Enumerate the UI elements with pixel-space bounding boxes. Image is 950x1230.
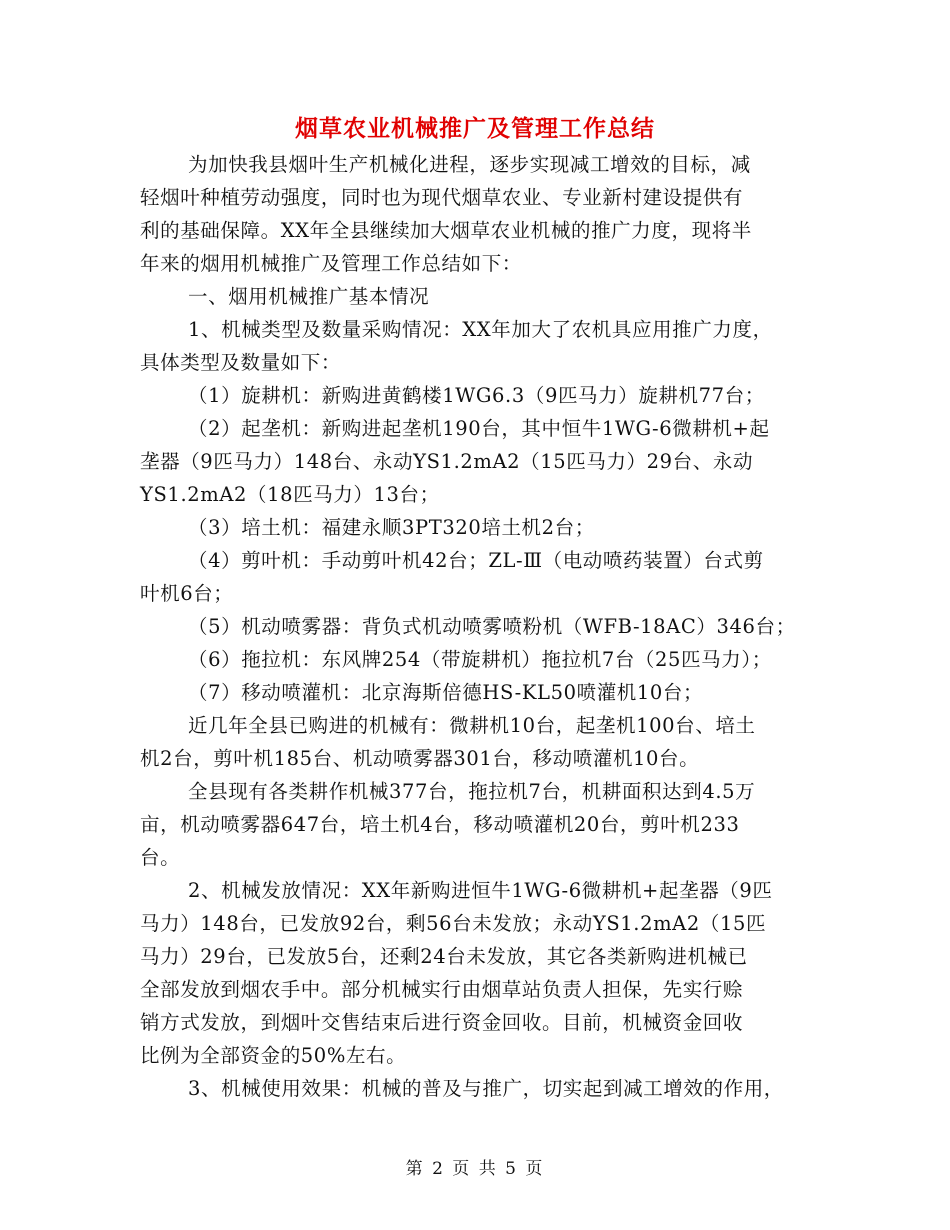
paragraph-line: 比例为全部资金的50%左右。 — [140, 1044, 407, 1067]
paragraph-line: 马力）148台，已发放92台，剩56台未发放；永动YS1.2mA2（15匹 — [140, 912, 767, 935]
paragraph-line: 亩，机动喷雾器647台，培土机4台，移动喷灌机20台，剪叶机233 — [140, 813, 740, 836]
list-item: （6）拖拉机：东风牌254（带旋耕机）拖拉机7台（25匹马力）； — [188, 648, 772, 671]
list-item: （2）起垄机：新购进起垄机190台，其中恒牛1WG-6微耕机+起 — [188, 417, 770, 440]
list-item-continuation: YS1.2mA2（18匹马力）13台； — [140, 483, 440, 506]
paragraph-line: 2、机械发放情况：XX年新购进恒牛1WG-6微耕机+起垄器（9匹 — [188, 879, 773, 902]
paragraph-line: 全部发放到烟农手中。部分机械实行由烟草站负责人担保，先实行赊 — [140, 978, 744, 1001]
list-item: （5）机动喷雾器：背负式机动喷雾喷粉机（WFB-18AC）346台； — [188, 615, 796, 638]
paragraph-line: 具体类型及数量如下： — [140, 351, 342, 374]
paragraph-line: 利的基础保障。XX年全县继续加大烟草农业机械的推广力度，现将半 — [140, 219, 752, 242]
list-item: （4）剪叶机：手动剪叶机42台；ZL-Ⅲ（电动喷药装置）台式剪 — [188, 549, 764, 572]
list-item-continuation: 垄器（9匹马力）148台、永动YS1.2mA2（15匹马力）29台、永动 — [140, 450, 754, 473]
list-item: （7）移动喷灌机：北京海斯倍德HS-KL50喷灌机10台； — [188, 681, 704, 704]
paragraph-line: 台。 — [140, 846, 181, 869]
list-item-continuation: 叶机6台； — [140, 582, 234, 605]
paragraph-line: 近几年全县已购进的机械有：微耕机10台，起垄机100台、培土 — [188, 714, 756, 737]
paragraph-line: 为加快我县烟叶生产机械化进程，逐步实现减工增效的目标，减 — [188, 153, 751, 176]
paragraph-line: 销方式发放，到烟叶交售结束后进行资金回收。目前，机械资金回收 — [140, 1011, 744, 1034]
list-item: （3）培土机：福建永顺3PT320培土机2台； — [188, 516, 595, 539]
paragraph-line: 机2台，剪叶机185台、机动喷雾器301台，移动喷灌机10台。 — [140, 747, 700, 770]
paragraph-line: 3、机械使用效果：机械的普及与推广，切实起到减工增效的作用， — [188, 1077, 784, 1100]
list-item: （1）旋耕机：新购进黄鹤楼1WG6.3（9匹马力）旋耕机77台； — [188, 384, 765, 407]
paragraph-line: 年来的烟用机械推广及管理工作总结如下： — [140, 252, 522, 275]
page-number-footer: 第 2 页 共 5 页 — [405, 1159, 545, 1179]
document-title: 烟草农业机械推广及管理工作总结 — [295, 116, 655, 142]
paragraph-line: 轻烟叶种植劳动强度，同时也为现代烟草农业、专业新村建设提供有 — [140, 186, 744, 209]
paragraph-line: 马力）29台，已发放5台，还剩24台未发放，其它各类新购进机械已 — [140, 945, 748, 968]
section-heading: 一、烟用机械推广基本情况 — [188, 285, 430, 308]
paragraph-line: 1、机械类型及数量采购情况：XX年加大了农机具应用推广力度， — [188, 318, 773, 341]
paragraph-line: 全县现有各类耕作机械377台，拖拉机7台，机耕面积达到4.5万 — [188, 780, 756, 803]
